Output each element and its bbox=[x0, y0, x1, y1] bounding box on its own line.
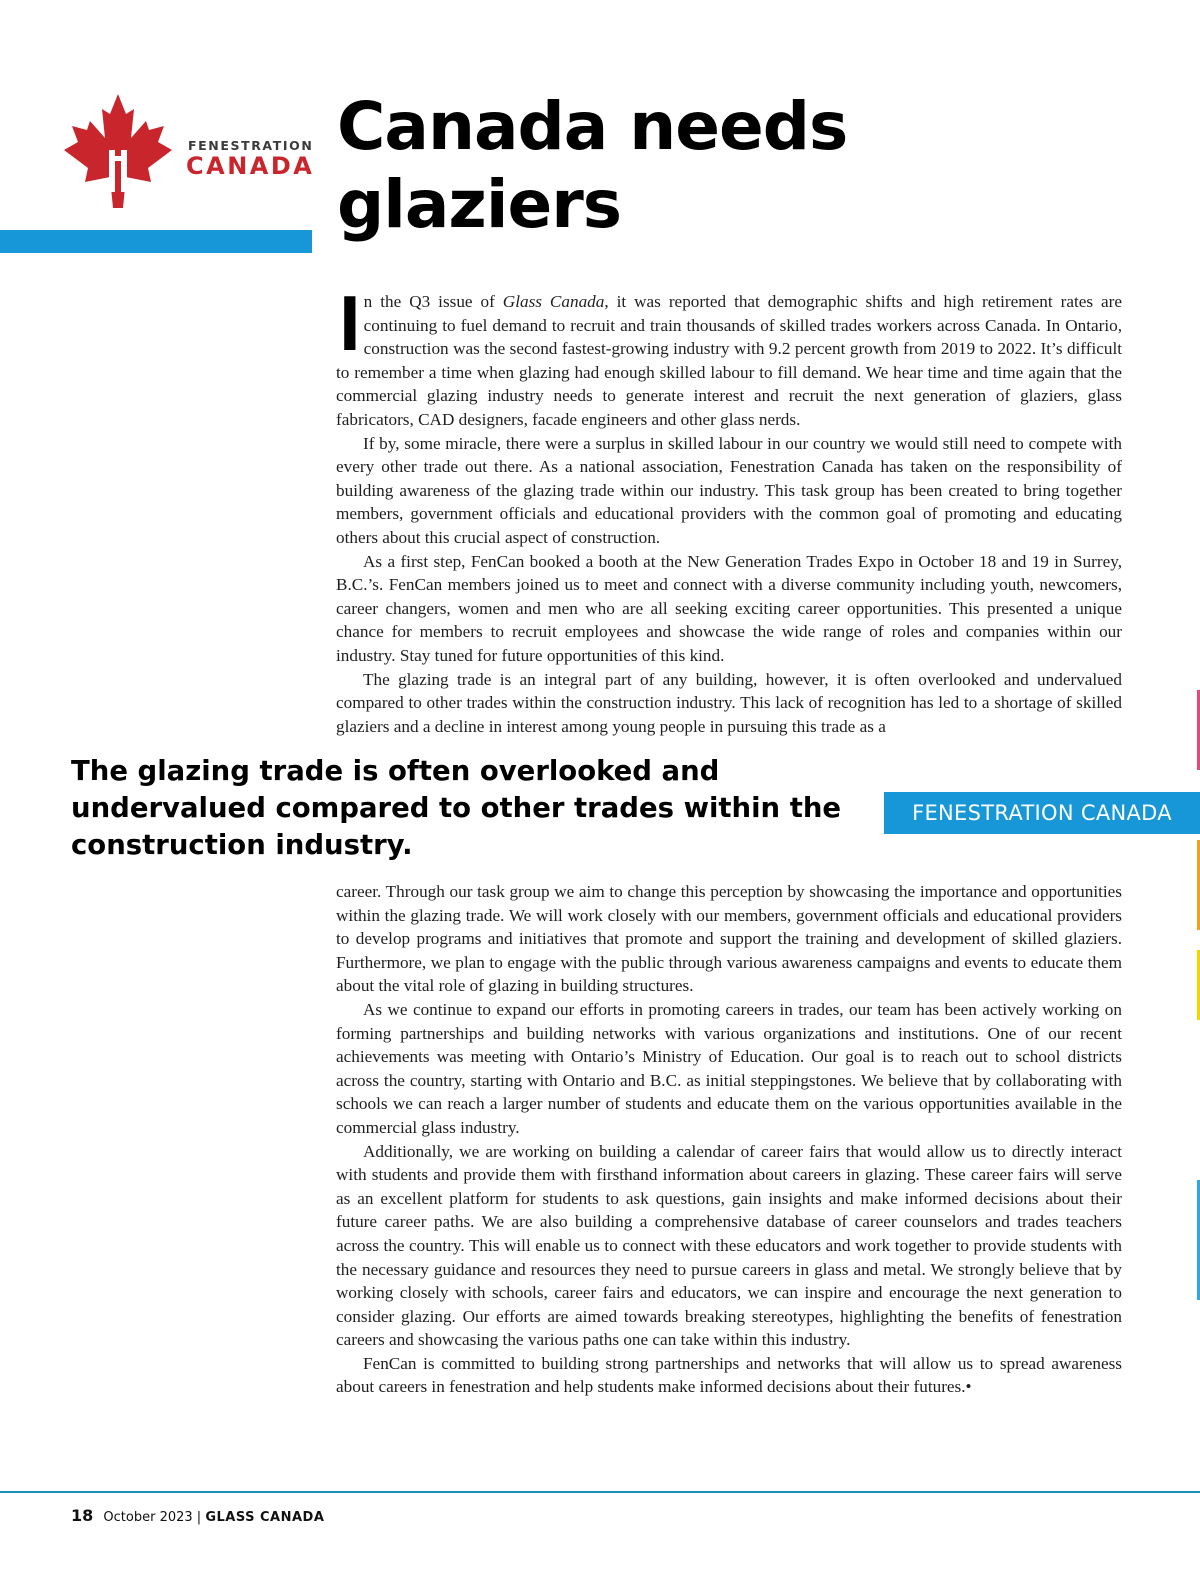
publication-title: GLASS CANADA bbox=[205, 1510, 325, 1525]
paragraph-text: , it was reported that demographic shifts and high retirement rates are continuing to fuel demand to recruit and train thousands of skilled trades workers across Canada. In Ontario, construction was the second fastest-growing industry with 9.2 percent growth from 2019 to 2022. It’s difficult to remember a time when glazing had enough skilled labour to fill demand. We hear time and time again that the commercial glazing industry needs to generate interest and recruit the next generation of glaziers, glass fabricators, CAD designers, facade engineers and other glass nerds. bbox=[336, 292, 1122, 429]
footer-rule bbox=[0, 1491, 1200, 1493]
maple-leaf-icon bbox=[60, 92, 176, 208]
article-paragraph: As we continue to expand our efforts in promoting careers in trades, our team has been actively working on forming partnerships and building networks with various organizations and institutions. One of our recent achievements was meeting with Ontario’s Ministry of Education. Our goal is to reach out to school districts across the country, starting with Ontario and B.C. as initial steppingstones. We believe that by collaborating with schools we can reach a larger number of students and educate them on the various opportunities available in the commercial glass industry. bbox=[336, 999, 1122, 1137]
logo-wordmark-bottom: CANADA bbox=[186, 152, 315, 180]
article-paragraph: The glazing trade is an integral part of any building, however, it is often overlooked and undervalued compared to other trades within the construction industry. This lack of recognition has led to a shortage of skilled glaziers and a decline in interest among young people in pursuing this trade as a bbox=[336, 669, 1122, 736]
drop-cap: I bbox=[339, 279, 361, 367]
section-tag: FENESTRATION CANADA bbox=[884, 792, 1200, 834]
article-paragraph: As a first step, FenCan booked a booth at the New Generation Trades Expo in October 18 and 19 in Surrey, B.C.’s. FenCan members joined us to meet and connect with a diverse community including youth, newcomers, career changers, women and men who are all seeking exciting career opportunities. This presented a unique chance for members to recruit employees and showcase the wide range of roles and companies within our industry. Stay tuned for future opportunities of this kind. bbox=[336, 551, 1122, 665]
article-paragraph: career. Through our task group we aim to change this perception by showcasing the importance and opportunities within the glazing trade. We will work closely with our members, government officials and educational providers to develop programs and initiatives that promote and support the training and development of skilled glaziers. Furthermore, we plan to engage with the public through various awareness campaigns and events to educate them about the vital role of glazing in building structures. bbox=[336, 882, 1122, 996]
article-paragraph: If by, some miracle, there were a surplus in skilled labour in our country we would still need to compete with every other trade out there. As a national association, Fenestration Canada has taken on the responsibility of building awareness of the glazing trade within our industry. This task group has been created to bring together members, government officials and educational providers with the common goal of promoting and educating others about this crucial aspect of construction. bbox=[336, 433, 1122, 547]
article-title: Canada needs glaziers bbox=[337, 88, 848, 243]
paragraph-text: n the Q3 issue of bbox=[363, 292, 503, 311]
fenestration-canada-logo bbox=[60, 92, 315, 208]
page-number: 18 bbox=[71, 1506, 94, 1525]
article-paragraph: Additionally, we are working on building a calendar of career fairs that would allow us to directly interact with students and provide them with firsthand information about careers in glazing. These career fairs will serve as an excellent platform for students to ask questions, gain insights and make informed decisions about their future career paths. We are also building a comprehensive database of career counselors and trades teachers across the country. This will enable us to connect with these educators and work together to provide students with the necessary guidance and resources they need to pursue careers in glass and metal. We strongly believe that by working closely with schools, career fairs and educators, we can inspire and encourage the next generation to consider glazing. Our efforts are aimed towards breaking stereotypes, highlighting the benefits of fenestration careers and showcasing the various paths one can take within this industry. bbox=[336, 1141, 1122, 1350]
page-footer bbox=[71, 1506, 324, 1525]
issue-date: October 2023 bbox=[103, 1510, 193, 1525]
header-accent-bar bbox=[0, 230, 312, 253]
logo-wordmark-top: FENESTRATION bbox=[188, 138, 314, 153]
publication-name: Glass Canada bbox=[502, 292, 605, 311]
article-body-bottom bbox=[336, 880, 1122, 1399]
article-body-top bbox=[336, 279, 1122, 738]
article-paragraph bbox=[336, 279, 1122, 432]
article-paragraph: FenCan is committed to building strong partnerships and networks that will allow us to spread awareness about careers in fenestration and help students make informed decisions about their futures.• bbox=[336, 1353, 1122, 1397]
pull-quote: The glazing trade is often overlooked and undervalued compared to other trades within the construction industry. bbox=[71, 755, 842, 861]
footer-separator: | bbox=[196, 1510, 202, 1525]
